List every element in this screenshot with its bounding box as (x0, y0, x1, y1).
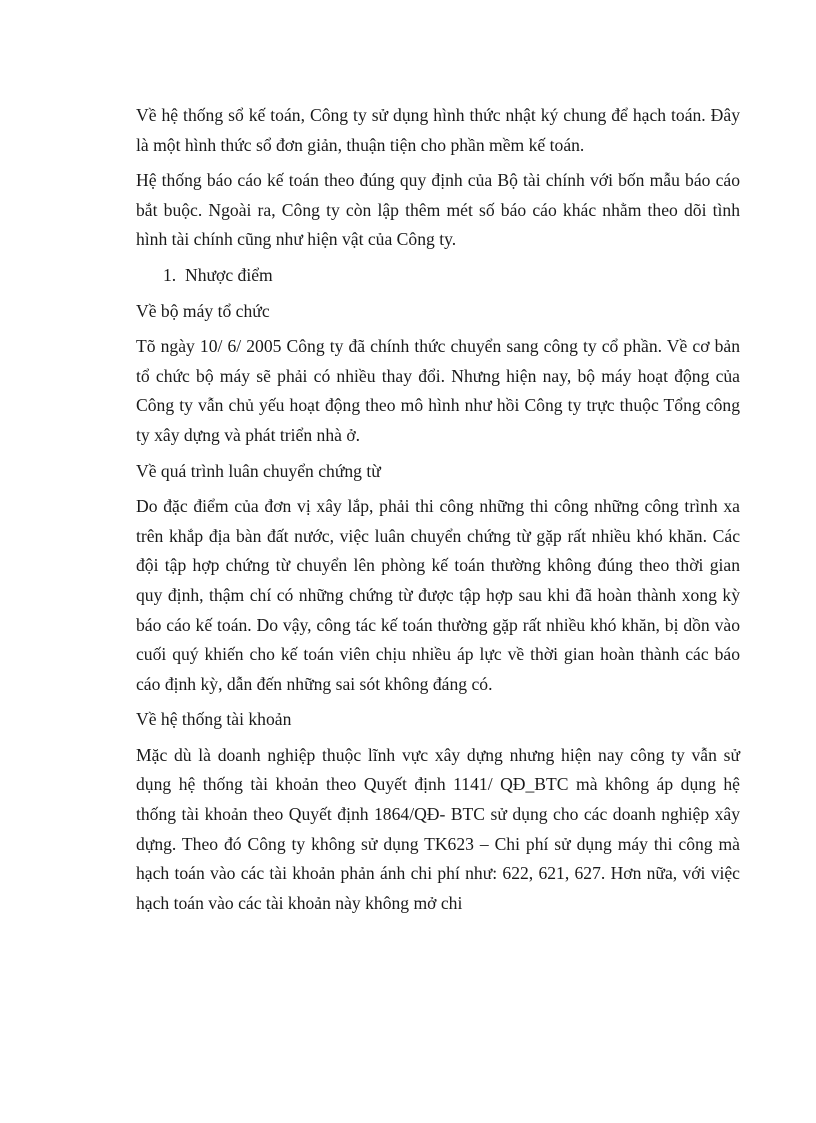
paragraph-account-system: Mặc dù là doanh nghiệp thuộc lĩnh vực xây dựng nhưng hiện nay công ty vẫn sử dụng hệ thống tài khoản theo Quyết định 1141/ QĐ_BTC mà không áp dụng hệ thống tài khoản theo Quyết định 1864/QĐ- BTC sử dụng cho các doanh nghiệp xây dựng. Theo đó Công ty không sử dụng TK623 – Chi phí sử dụng máy thi công mà hạch toán vào các tài khoản phản ánh chi phí như: 622, 621, 627. Hơn nữa, với việc hạch toán vào các tài khoản này không mở chi (136, 744, 740, 913)
list-label: Nhược điểm (185, 264, 273, 285)
paragraph-organization: Tõ ngày 10/ 6/ 2005 Công ty đã chính thức chuyển sang công ty cổ phần. Về cơ bản tổ chức bộ máy sẽ phải có nhiều thay đổi. Nhưng hiện nay, bộ máy hoạt động của Công ty vẫn chủ yếu hoạt động theo mô hình như hồi Công ty trực thuộc Tổng công ty xây dựng và phát triển nhà ở. (136, 336, 740, 445)
paragraph-document-flow: Do đặc điểm của đơn vị xây lắp, phải thi công những thi công những công trình xa trên khắp địa bàn đất nước, việc luân chuyển chứng từ gặp rất nhiều khó khăn. Các đội tập hợp chứng từ chuyển lên phòng kế toán thường không đúng theo thời gian quy định, thậm chí có những chứng từ được tập hợp sau khi đã hoàn thành xong kỳ báo cáo kế toán. Do vậy, công tác kế toán thường gặp rất nhiều khó khăn, bị dồn vào cuối quý khiến cho kế toán viên chịu nhiều áp lực về thời gian hoàn thành các báo cáo định kỳ, dẫn đến những sai sót không đáng có. (136, 496, 740, 694)
heading-account-system: Về hệ thống tài khoản (136, 709, 292, 730)
heading-organization: Về bộ máy tổ chức (136, 300, 270, 321)
paragraph-accounting-books: Về hệ thống sổ kế toán, Công ty sử dụng hình thức nhật ký chung để hạch toán. Đây là một hình thức sổ đơn giản, thuận tiện cho phần mềm kế toán. (136, 105, 740, 155)
document-page (136, 101, 740, 924)
list-number: 1. (163, 264, 177, 285)
list-item-weaknesses (136, 261, 740, 291)
paragraph-reporting-system: Hệ thống báo cáo kế toán theo đúng quy định của Bộ tài chính với bốn mẫu báo cáo bắt buộc. Ngoài ra, Công ty còn lập thêm mét số báo cáo khác nhằm theo dõi tình hình tài chính cũng như hiện vật của Công ty. (136, 170, 740, 250)
heading-document-flow: Về quá trình luân chuyển chứng từ (136, 460, 381, 481)
